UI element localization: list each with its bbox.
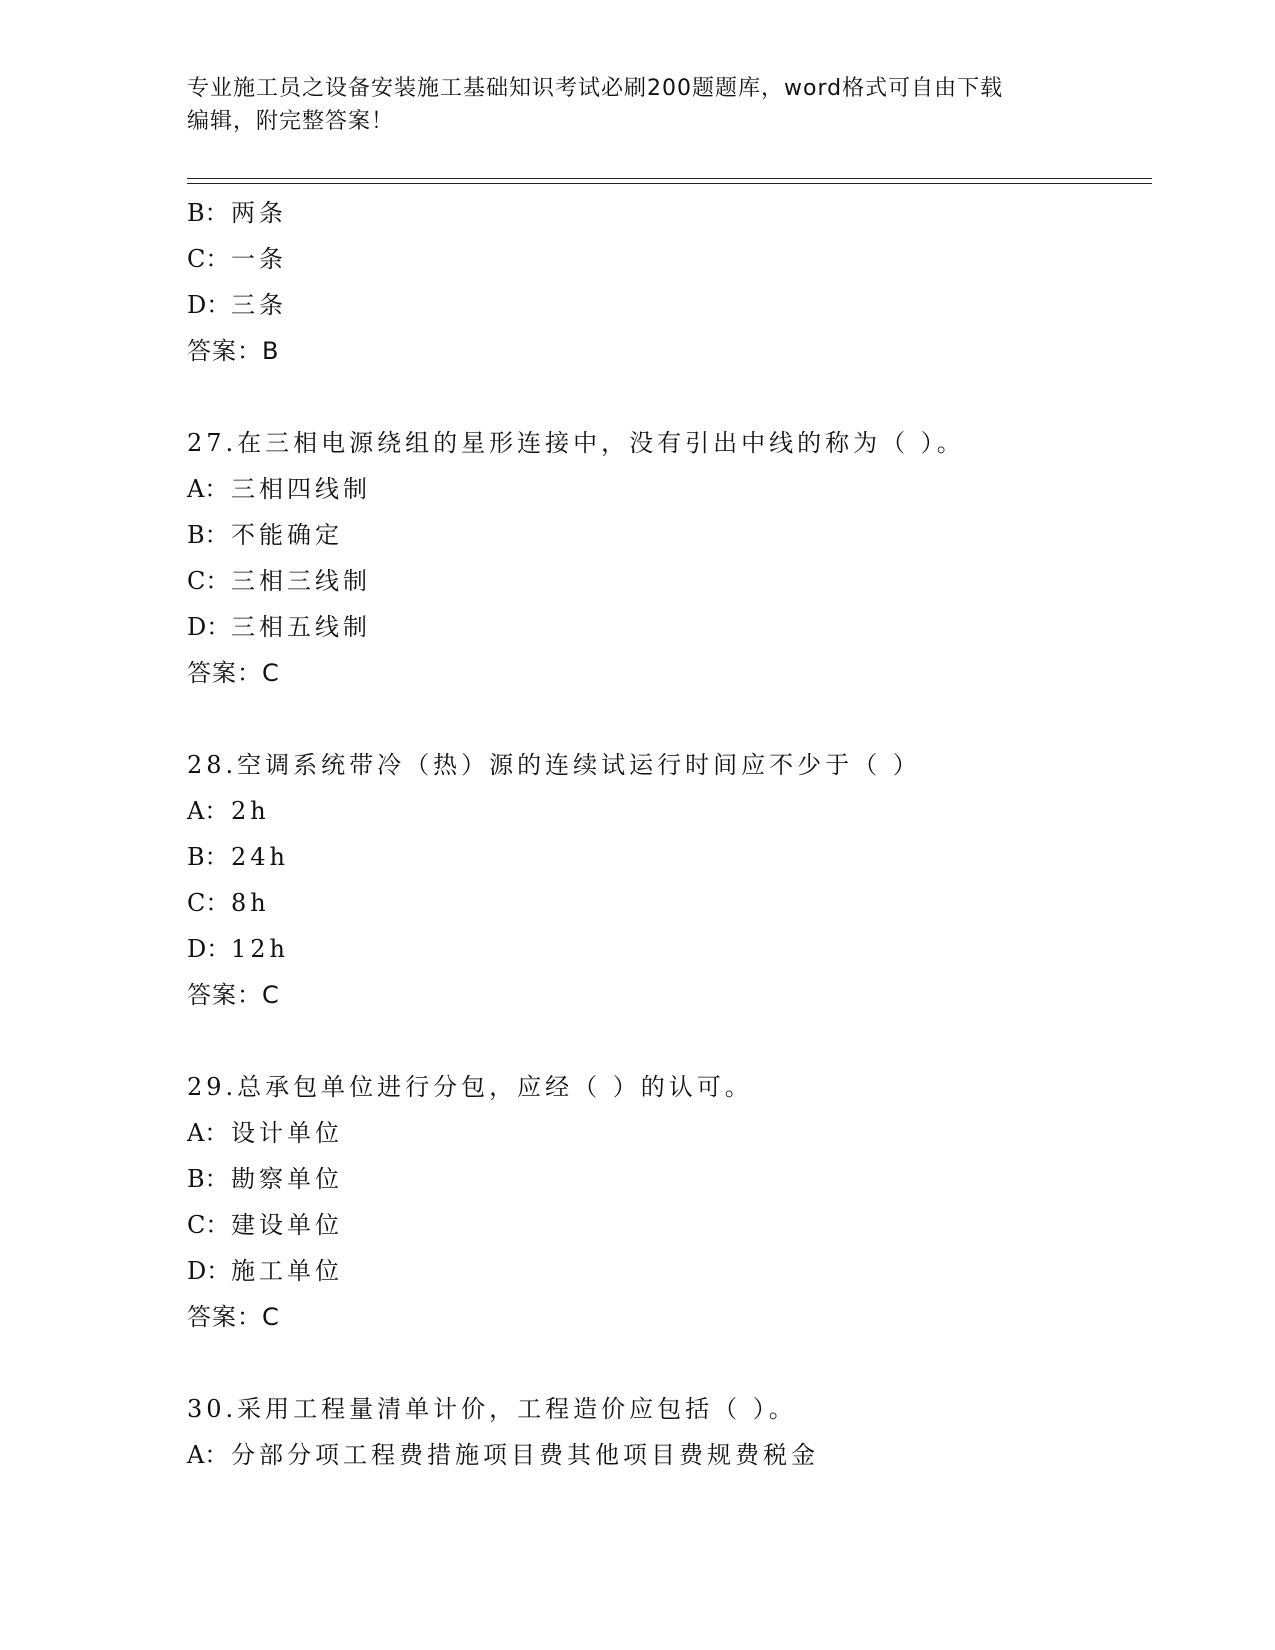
option-text: 三相五线制 (231, 613, 371, 641)
option-text: 8h (231, 889, 270, 917)
option-key: D： (187, 291, 231, 319)
option-text: 2h (231, 797, 270, 825)
option-line (187, 604, 1152, 650)
option-key: A： (187, 475, 229, 503)
option-line (187, 190, 1152, 236)
option-key: C： (187, 567, 230, 595)
option-key: C： (187, 889, 230, 917)
option-key: B： (187, 521, 229, 549)
option-line (187, 466, 1152, 512)
option-text: 两条 (231, 199, 287, 227)
option-text: 设计单位 (231, 1119, 343, 1147)
option-line (187, 788, 1152, 834)
option-key: B： (187, 1165, 229, 1193)
option-line (187, 1432, 1152, 1478)
header-divider-top (187, 178, 1152, 179)
option-key: A： (187, 1441, 229, 1469)
option-key: C： (187, 245, 230, 273)
option-text: 一条 (231, 245, 287, 273)
option-line (187, 512, 1152, 558)
option-line (187, 282, 1152, 328)
option-line (187, 1202, 1152, 1248)
option-line (187, 236, 1152, 282)
question-stem: 27.在三相电源绕组的星形连接中，没有引出中线的称为（ ）。 (187, 429, 965, 457)
header-title-line1: 专业施工员之设备安装施工基础知识考试必刷200题题库，word格式可自由下载 (187, 76, 1004, 101)
option-key: D： (187, 1257, 231, 1285)
option-line (187, 926, 1152, 972)
question-stem: 29.总承包单位进行分包，应经（ ）的认可。 (187, 1073, 753, 1101)
option-text: 三相四线制 (231, 475, 371, 503)
question-stem: 30.采用工程量清单计价，工程造价应包括（ ）。 (187, 1395, 797, 1423)
option-text: 建设单位 (231, 1211, 343, 1239)
option-line (187, 880, 1152, 926)
option-key: B： (187, 843, 229, 871)
option-line (187, 834, 1152, 880)
option-line (187, 558, 1152, 604)
option-key: A： (187, 797, 229, 825)
option-key: C： (187, 1211, 230, 1239)
document-body (187, 190, 1152, 1478)
option-text: 三条 (231, 291, 287, 319)
option-text: 24h (231, 843, 289, 871)
option-text: 施工单位 (231, 1257, 343, 1285)
option-key: A： (187, 1119, 229, 1147)
answer-line: 答案：C (187, 659, 280, 687)
header-title-line2: 编辑，附完整答案！ (187, 109, 395, 134)
header-divider-bottom (187, 183, 1152, 184)
option-key: D： (187, 613, 231, 641)
option-line (187, 1248, 1152, 1294)
option-line (187, 1156, 1152, 1202)
option-text: 三相三线制 (231, 567, 371, 595)
option-text: 不能确定 (231, 521, 343, 549)
document-header (187, 72, 1067, 138)
option-text: 勘察单位 (231, 1165, 343, 1193)
answer-line: 答案：C (187, 981, 280, 1009)
option-text: 12h (231, 935, 289, 963)
question-stem: 28.空调系统带冷（热）源的连续试运行时间应不少于（ ） (187, 751, 921, 779)
option-text: 分部分项工程费措施项目费其他项目费规费税金 (231, 1441, 819, 1469)
answer-line: 答案：C (187, 1303, 280, 1331)
option-key: D： (187, 935, 231, 963)
answer-line: 答案：B (187, 337, 280, 365)
option-key: B： (187, 199, 229, 227)
option-line (187, 1110, 1152, 1156)
